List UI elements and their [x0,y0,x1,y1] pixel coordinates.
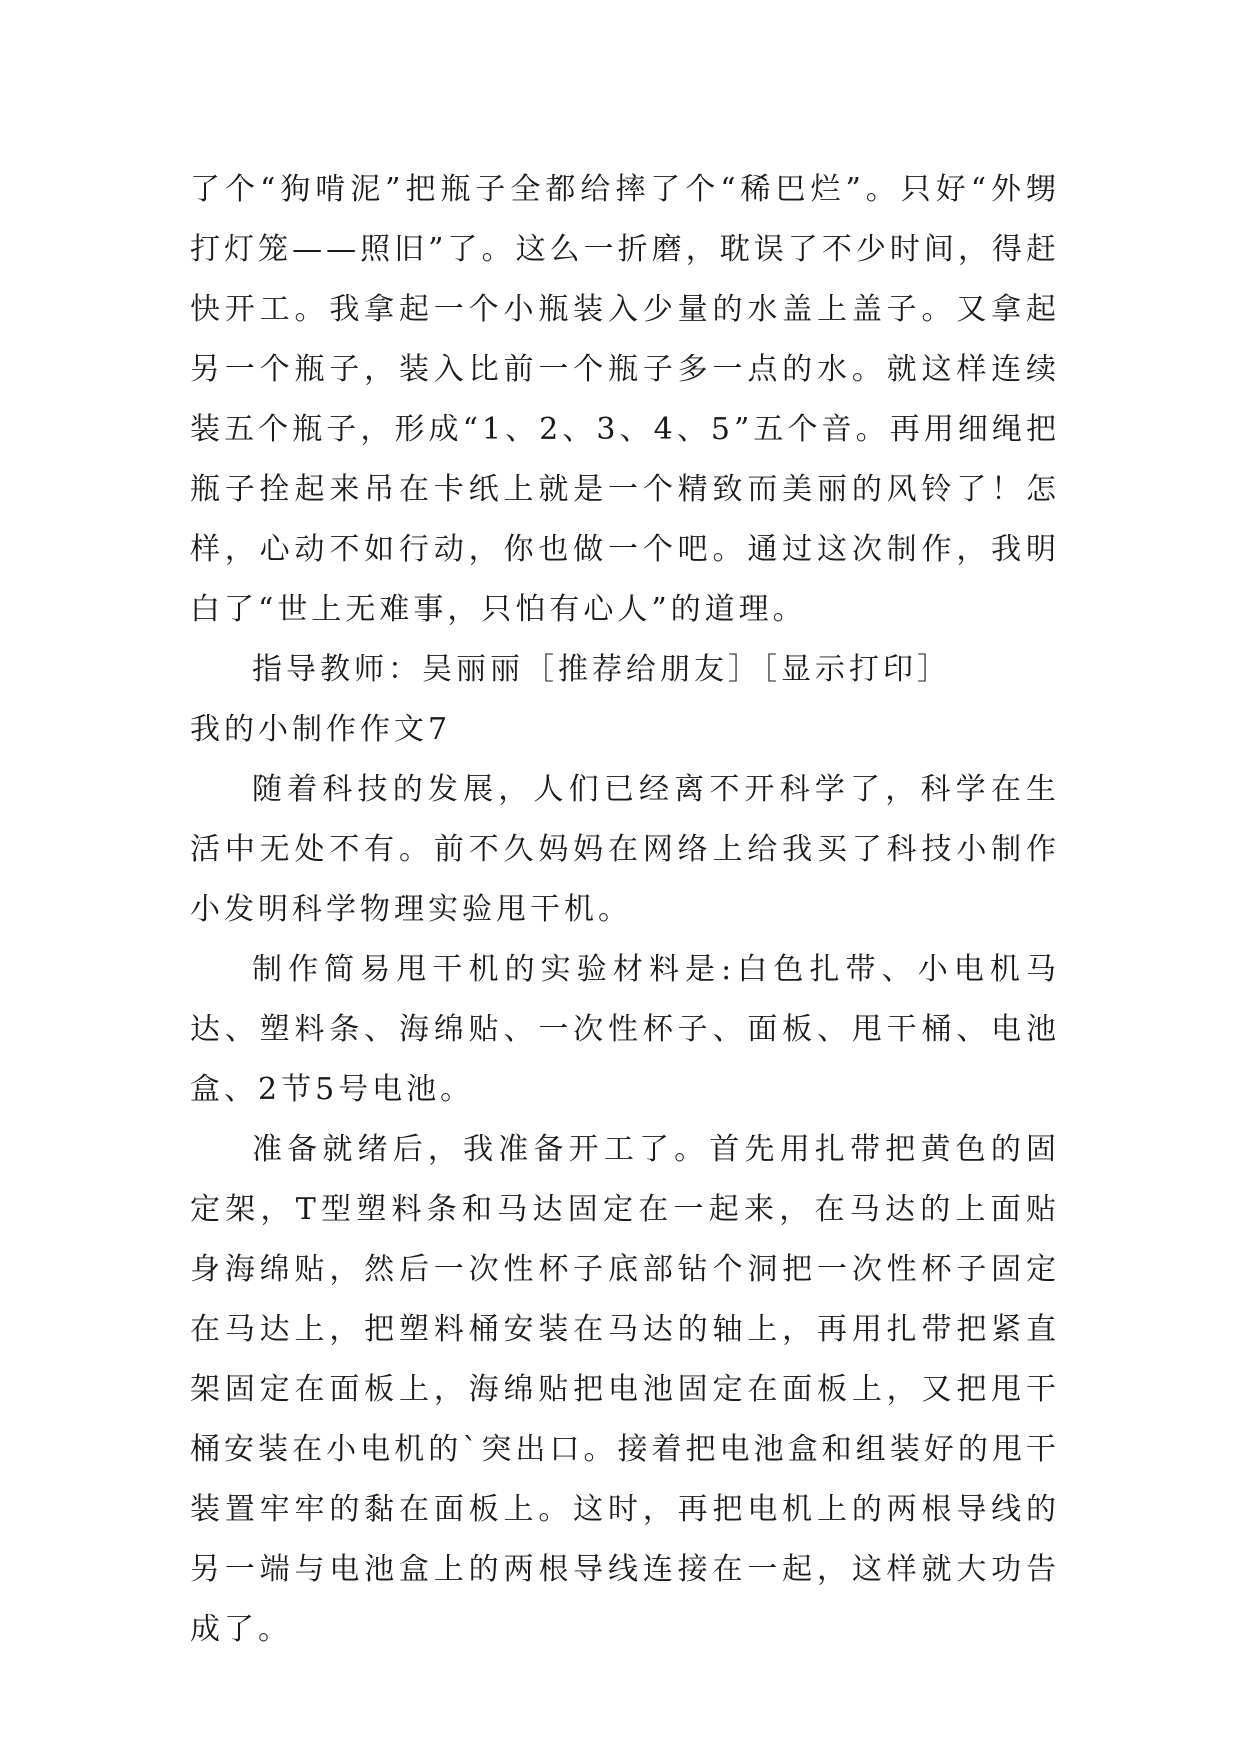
paragraph-continuation: 了个“狗啃泥”把瓶子全都给摔了个“稀巴烂”。只好“外甥打灯笼——照旧”了。这么一折磨，耽误了不少时间，得赶快开工。我拿起一个小瓶装入少量的水盖上盖子。又拿起另一个瓶子，装入比前一个瓶子多一点的水。就这样连续装五个瓶子，形成“1、2、3、4、5”五个音。再用细绳把瓶子拴起来吊在卡纸上就是一个精致而美丽的风铃了！怎样，心动不如行动，你也做一个吧。通过这次制作，我明白了“世上无难事，只怕有心人”的道理。 [190,172,1060,627]
teacher-credit-line: 指导教师：吴丽丽［推荐给朋友］［显示打印］ [252,652,951,687]
essay-title: 我的小制作作文7 [190,712,452,747]
paragraph-materials: 制作简易甩干机的实验材料是:白色扎带、小电机马达、塑料条、海绵贴、一次性杯子、面板、甩干桶、电池盒、2节5号电池。 [190,952,1060,1107]
paragraph-intro: 随着科技的发展，人们已经离不开科学了，科学在生活中无处不有。前不久妈妈在网络上给我买了科技小制作小发明科学物理实验甩干机。 [190,772,1060,927]
paragraph-steps: 准备就绪后，我准备开工了。首先用扎带把黄色的固定架，T型塑料条和马达固定在一起来，在马达的上面贴身海绵贴，然后一次性杯子底部钻个洞把一次性杯子固定在马达上，把塑料桶安装在马达的轴上，再用扎带把紧直架固定在面板上，海绵贴把电池固定在面板上，又把甩干桶安装在小电机的`突出口。接着把电池盒和组装好的甩干装置牢牢的黏在面板上。这时，再把电机上的两根导线的另一端与电池盒上的两根导线连接在一起，这样就大功告成了。 [190,1132,1060,1647]
document-body [190,160,1060,1660]
